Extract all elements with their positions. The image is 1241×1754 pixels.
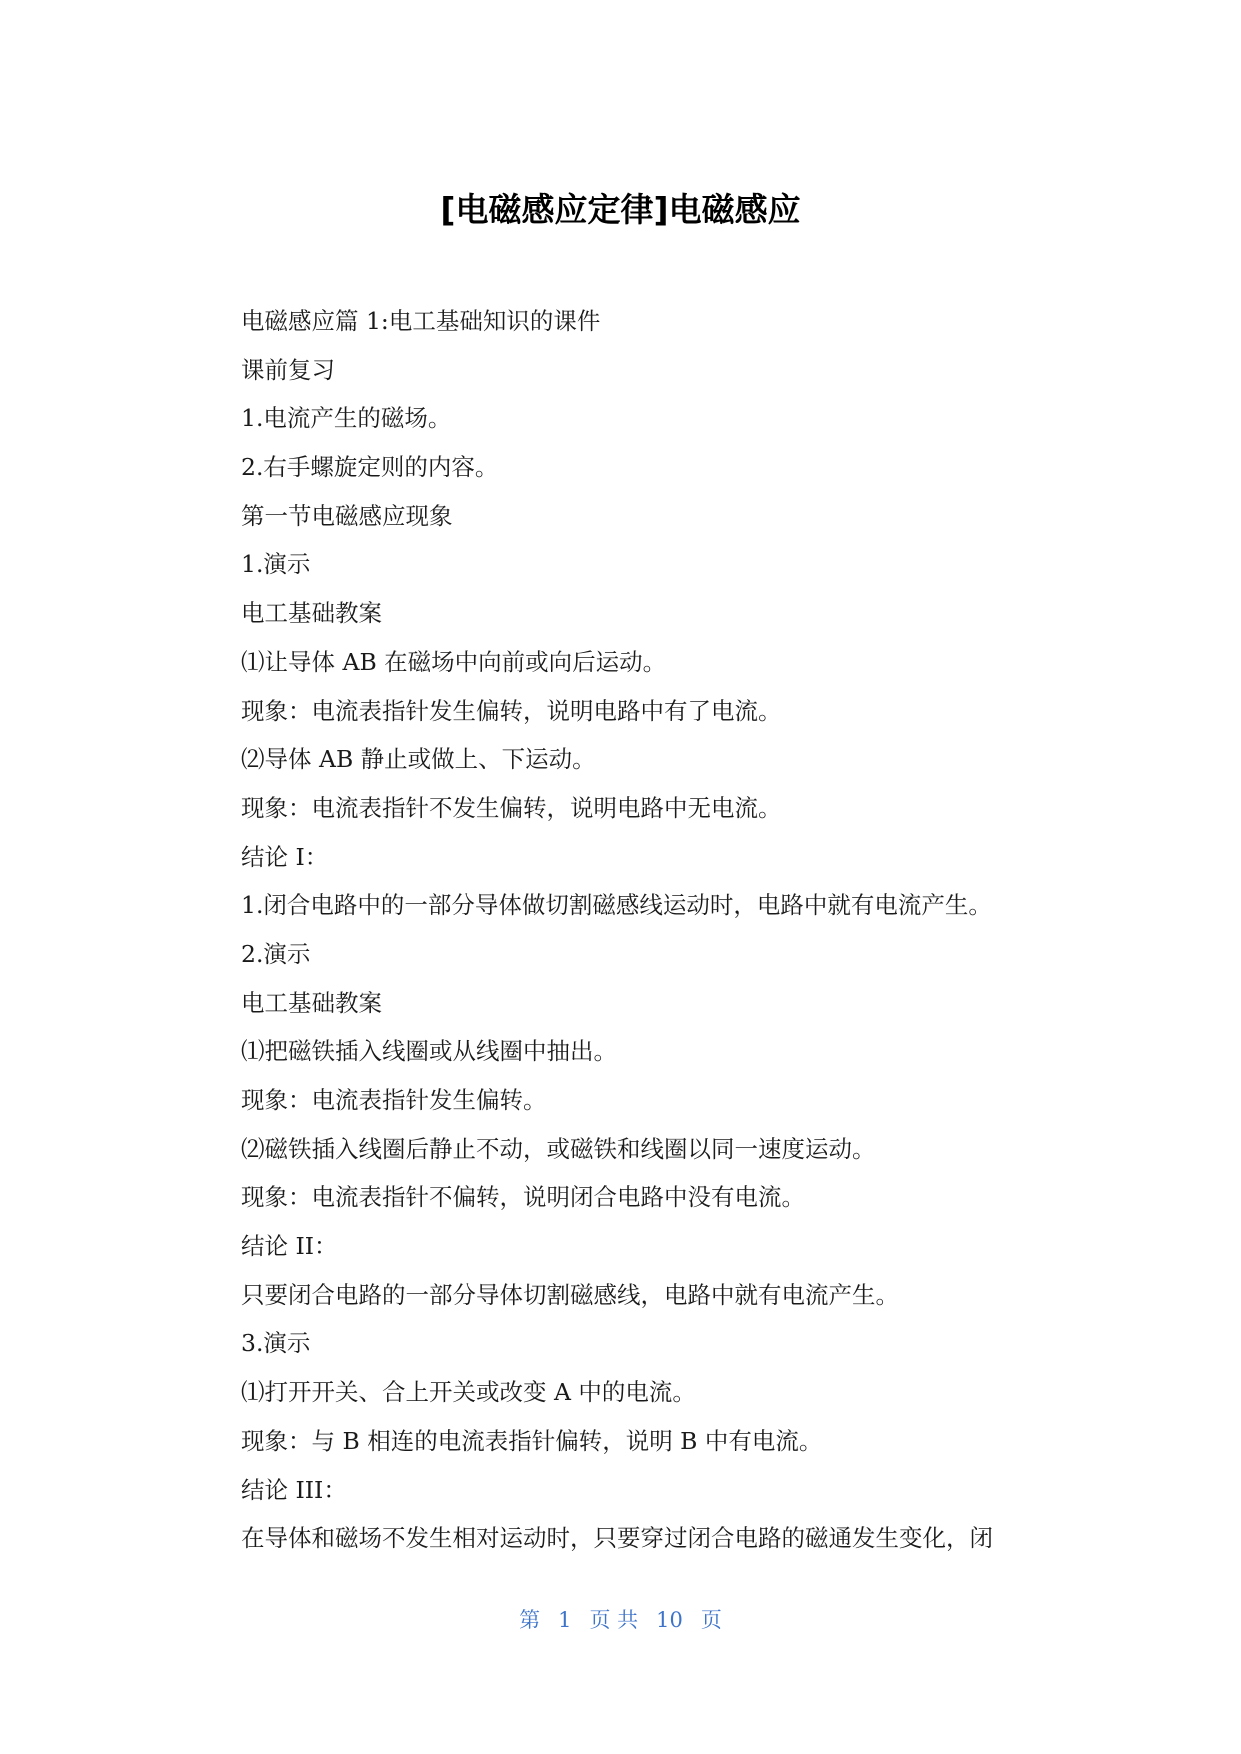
footer-page-prefix: 第 (519, 1608, 541, 1632)
body-line-17: 现象：电流表指针发生偏转。 (241, 1086, 547, 1114)
body-line-16: ⑴把磁铁插入线圈或从线圈中抽出。 (241, 1037, 617, 1066)
body-line-21: 只要闭合电路的一部分导体切割磁感线，电路中就有电流产生。 (241, 1280, 899, 1309)
body-line-4: 2.右手螺旋定则的内容。 (241, 453, 499, 482)
body-line-10: ⑵导体 AB 静止或做上、下运动。 (241, 745, 596, 774)
body-line-2: 课前复习 (241, 355, 335, 384)
body-line-15: 电工基础教案 (241, 988, 382, 1017)
body-line-12: 结论 I： (241, 842, 329, 871)
body-line-8: ⑴让导体 AB 在磁场中向前或向后运动。 (241, 647, 667, 676)
document-body (241, 303, 1061, 1569)
body-line-3: 1.电流产生的磁场。 (241, 404, 452, 433)
body-line-23: ⑴打开开关、合上开关或改变 A 中的电流。 (241, 1378, 696, 1407)
document-title: [电磁感应定律]电磁感应 (440, 190, 801, 229)
page-footer (0, 1605, 1241, 1635)
footer-page-middle: 页 共 (589, 1608, 639, 1632)
body-line-7: 电工基础教案 (241, 599, 382, 628)
footer-page-suffix: 页 (700, 1608, 722, 1632)
footer-page-number: 1 (558, 1608, 572, 1632)
body-line-14: 2.演示 (241, 939, 311, 968)
body-line-24: 现象：与 B 相连的电流表指针偏转，说明 B 中有电流。 (241, 1426, 823, 1455)
body-line-1: 电磁感应篇 1:电工基础知识的课件 (241, 307, 601, 335)
body-line-6: 1.演示 (241, 550, 311, 579)
body-line-19: 现象：电流表指针不偏转，说明闭合电路中没有电流。 (241, 1183, 805, 1212)
body-line-9: 现象：电流表指针发生偏转，说明电路中有了电流。 (241, 696, 782, 725)
body-line-18: ⑵磁铁插入线圈后静止不动，或磁铁和线圈以同一速度运动。 (241, 1134, 876, 1163)
footer-total-pages: 10 (656, 1608, 683, 1632)
body-line-20: 结论 II： (241, 1232, 338, 1261)
body-line-22: 3.演示 (241, 1329, 311, 1358)
body-line-25: 结论 III： (241, 1475, 347, 1504)
body-line-11: 现象：电流表指针不发生偏转，说明电路中无电流。 (241, 793, 782, 822)
body-line-26: 在导体和磁场不发生相对运动时，只要穿过闭合电路的磁通发生变化，闭 (241, 1524, 993, 1553)
body-line-13: 1.闭合电路中的一部分导体做切割磁感线运动时，电路中就有电流产生。 (241, 891, 992, 920)
body-line-5: 第一节电磁感应现象 (241, 501, 453, 530)
